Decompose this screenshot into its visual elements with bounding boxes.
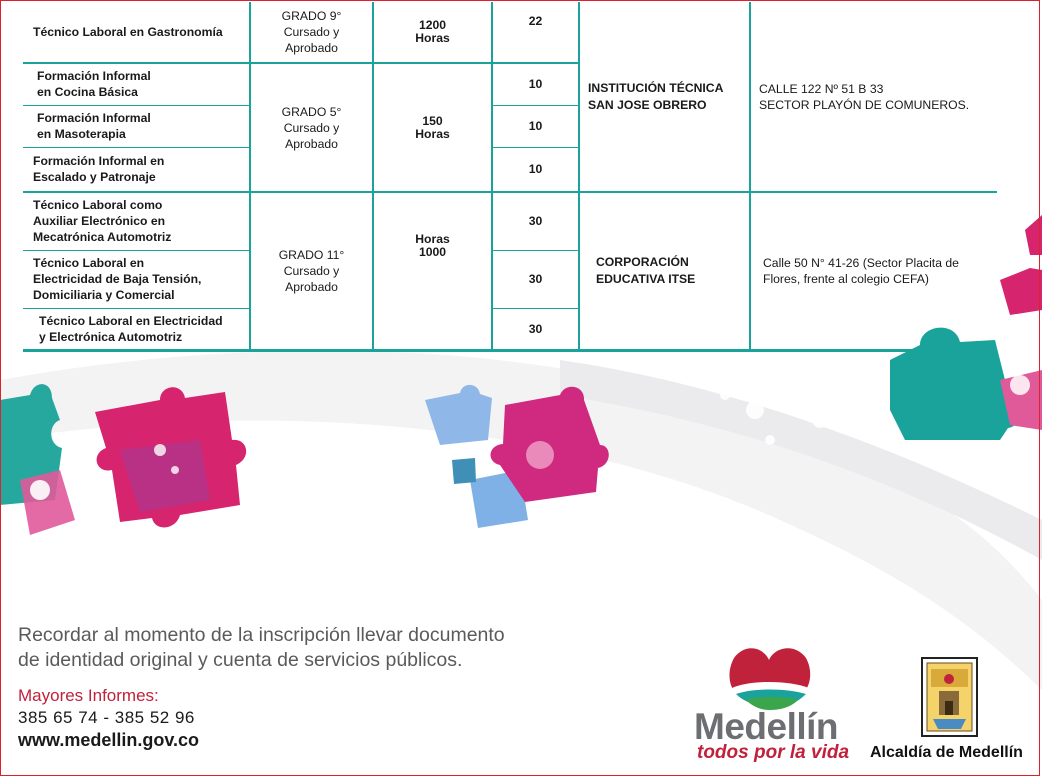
- quota-cell: 10: [492, 63, 579, 105]
- registration-reminder: Recordar al momento de la inscripción llevar documento de identidad original y cuenta de servicios públicos.: [18, 624, 505, 671]
- hours-cell: Horas 1000: [373, 192, 492, 350]
- website-link[interactable]: www.medellin.gov.co: [18, 730, 200, 750]
- table-row: [23, 2, 997, 63]
- program-cell: Formación Informal en Masoterapia: [23, 105, 250, 147]
- hours-cell: 150 Horas: [373, 63, 492, 192]
- quota-cell: 30: [492, 250, 579, 308]
- hours-cell: 1200 Horas: [373, 2, 492, 63]
- table-row: [23, 192, 997, 250]
- institution-cell: INSTITUCIÓN TÉCNICA SAN JOSE OBRERO: [579, 2, 750, 192]
- puzzle-piece-magenta-right: [1000, 215, 1042, 430]
- quota-cell: 30: [492, 192, 579, 250]
- program-cell: Técnico Laboral en Gastronomía: [33, 25, 223, 39]
- alcaldia-label: Alcaldía de Medellín: [870, 744, 1023, 761]
- coat-of-arms-icon: [921, 657, 978, 737]
- program-cell: Técnico Laboral en Electricidad y Electrónica Automotriz: [23, 308, 250, 350]
- institution-cell: CORPORACIÓN EDUCATIVA ITSE: [579, 192, 750, 350]
- city-slogan: todos por la vida: [697, 742, 850, 763]
- quota-cell: 10: [492, 147, 579, 192]
- quota-cell: 22: [492, 2, 579, 63]
- info-phones: 385 65 74 - 385 52 96: [18, 708, 195, 727]
- grade-cell: GRADO 9° Cursado y Aprobado: [250, 2, 373, 63]
- info-title: Mayores Informes:: [18, 686, 159, 705]
- city-name: Medellín: [694, 706, 839, 747]
- program-cell: Técnico Laboral como Auxiliar Electrónico en Mecatrónica Automotriz: [23, 192, 250, 250]
- puzzle-piece-magenta-left: [95, 387, 246, 527]
- quota-cell: 10: [492, 105, 579, 147]
- address-cell: CALLE 122 Nº 51 B 33 SECTOR PLAYÓN DE COMUNEROS.: [750, 2, 997, 192]
- program-cell: Formación Informal en Cocina Básica: [23, 63, 250, 105]
- grade-cell: GRADO 5° Cursado y Aprobado: [250, 63, 373, 192]
- grade-cell: GRADO 11° Cursado y Aprobado: [250, 192, 373, 350]
- courses-table: [23, 2, 997, 352]
- address-cell: Calle 50 N° 41-26 (Sector Placita de Flores, frente al colegio CEFA): [750, 192, 997, 350]
- quota-cell: 30: [492, 308, 579, 350]
- program-cell: Formación Informal en Escalado y Patronaje: [23, 147, 250, 192]
- program-cell: Técnico Laboral en Electricidad de Baja Tensión, Domiciliaria y Comercial: [23, 250, 250, 308]
